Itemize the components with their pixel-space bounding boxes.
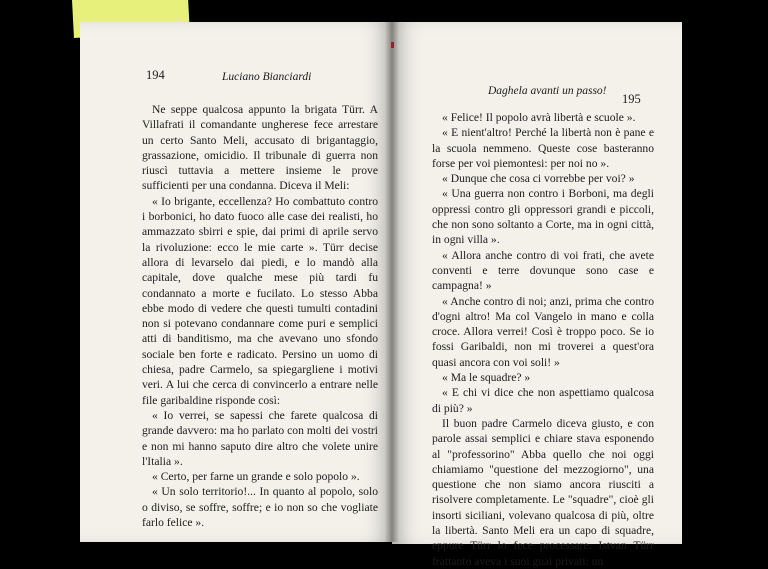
right-page-body bbox=[432, 110, 654, 569]
left-page bbox=[80, 22, 392, 542]
paragraph: « E nient'altro! Perché la libertà non è pane e la scuola nemmeno. Queste cose basteranno forse per voi piemontesi: per noi no ». bbox=[432, 126, 654, 170]
paragraph: « Dunque che cosa ci vorrebbe per voi? » bbox=[442, 172, 635, 186]
paragraph: « Felice! Il popolo avrà libertà e scuole ». bbox=[442, 111, 636, 124]
left-page-body bbox=[142, 102, 378, 530]
paragraph: « Io verrei, se sapessi che farete qualcosa di grande davvero: ma ho parlato con molti dei vostri e non mi hanno saputo dire altro che volete unire l'Italia ». bbox=[142, 408, 378, 468]
left-page-number: 194 bbox=[146, 68, 165, 82]
paragraph: « Un solo territorio!... In quanto al popolo, solo o diviso, se soffre, soffre; e io non so che vogliate farlo felice ». bbox=[142, 485, 378, 530]
book-gutter bbox=[385, 22, 399, 542]
paragraph: « Anche contro di noi; anzi, prima che contro d'ogni altro! Ma col Vangelo in mano e colla croce. Allora verrei! Così è troppo poco. Se io fossi Garibaldi, non mi troverei a quest'ora quasi ancora con voi soli! » bbox=[432, 294, 654, 369]
left-running-head: Luciano Bianciardi bbox=[222, 71, 312, 83]
paragraph: « Ma le squadre? » bbox=[442, 371, 531, 385]
right-running-head: Daghela avanti un passo! bbox=[488, 85, 607, 97]
paragraph: « E chi vi dice che non aspettiamo qualcosa di più? » bbox=[432, 386, 654, 415]
right-page-number: 195 bbox=[622, 92, 641, 106]
paragraph: Ne seppe qualcosa appunto la brigata Türr. A Villafrati il comandante ungherese fece arrestare un certo Santo Meli, accusato di brigantaggio, grassazione, omicidio. Il tribunale di guerra non riuscì tuttavia a mettere insieme le prove sufficienti per una condanna. Diceva il Meli: bbox=[142, 103, 378, 193]
open-book bbox=[80, 22, 694, 568]
paragraph: « Certo, per farne un grande e solo popolo ». bbox=[152, 470, 360, 484]
right-page bbox=[392, 22, 682, 568]
paragraph: « Una guerra non contro i Borboni, ma degli oppressi contro gli oppressori grandi e piccoli, che non sono soltanto a Corte, ma in ogni città, in ogni villa ». bbox=[432, 187, 654, 247]
paragraph: Il buon padre Carmelo diceva giusto, e con parole assai semplici e chiare stava esponendo al "professorino" Abba quello che noi oggi chiamiamo "questione del mezzogiorno", una questione che non siamo ancora riusciti a risolvere completamente. Le "squadre", cioè gli insorti siciliani, volevano qualcosa di più, oltre la libertà. Santo Meli era un capo di squadre, eppure Türr lo fece processare. Istvan Türr frattanto aveva i suoi guai privati: un bbox=[432, 416, 654, 568]
paragraph: « Allora anche contro di voi frati, che avete conventi e terre dovunque sono case e campagna! » bbox=[432, 248, 654, 293]
paragraph: « Io brigante, eccellenza? Ho combattuto contro i borbonici, ho dato fuoco alle case dei realisti, ho ammazzato sbirri e spie, dai primi di aprile servo la rivoluzione: ecco le mie carte ». Türr decise allora di levarselo dai piedi, e lo mandò alla capitale, dove qualche mese più tardi fu condannato a morte e fucilato. Lo stesso Abba ebbe modo di vedere che questi tumulti contadini non si potevano condannare come puri e semplici atti di banditismo, ma che avevano uno sfondo sociale ben forte e radicato. Persino un uomo di chiesa, padre Carmelo, sa spiegargliene i motivi veri. A lui che cerca di convincerlo a entrare nelle file garibaldine risponde così: bbox=[142, 194, 378, 407]
spine-thread bbox=[391, 42, 394, 48]
